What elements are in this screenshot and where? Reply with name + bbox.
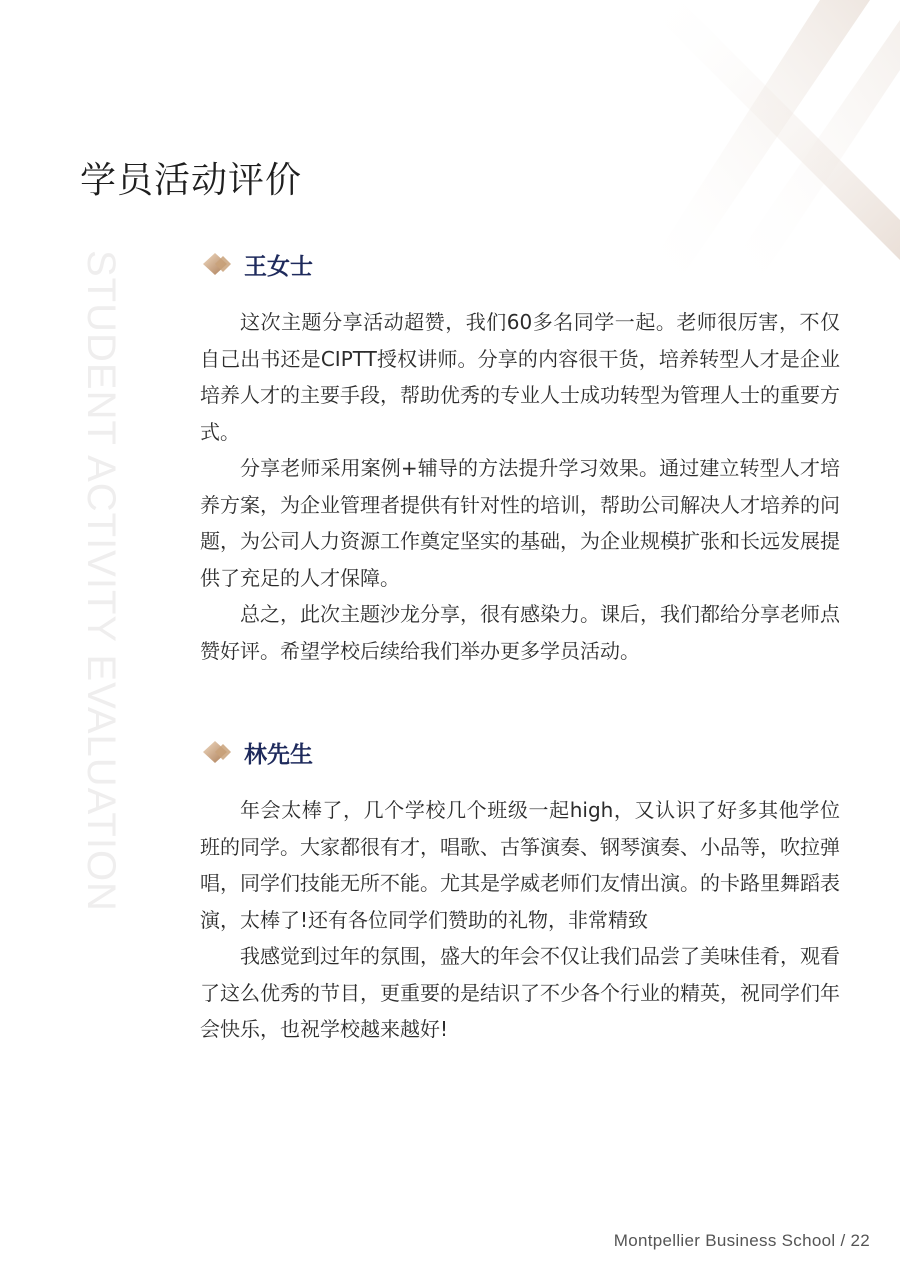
review-card	[200, 246, 840, 669]
review-card	[200, 734, 840, 1048]
review-paragraph: 分享老师采用案例+辅导的方法提升学习效果。通过建立转型人才培养方案，为企业管理者提供有针对性的培训，帮助公司解决人才培养的问题，为公司人力资源工作奠定坚实的基础，为企业规模扩张和长远发展提供了充足的人才保障。	[200, 456, 840, 590]
page-footer: Montpellier Business School / 22	[613, 1231, 870, 1250]
review-paragraph: 我感觉到过年的氛围，盛大的年会不仅让我们品尝了美味佳肴，观看了这么优秀的节目，更重要的是结识了不少各个行业的精英，祝同学们年会快乐，也祝学校越来越好!	[200, 944, 840, 1041]
review-body	[200, 792, 840, 1048]
reviewer-heading	[200, 734, 840, 770]
reviewer-name: 王女士	[244, 253, 313, 280]
vertical-watermark: STUDENT ACTIVITY EVALUATION	[79, 250, 123, 912]
page-title: 学员活动评价	[80, 160, 303, 201]
review-paragraph: 总之，此次主题沙龙分享，很有感染力。课后，我们都给分享老师点赞好评。希望学校后续给我们举办更多学员活动。	[200, 602, 840, 663]
review-paragraph: 这次主题分享活动超赞，我们60多名同学一起。老师很厉害，不仅自己出书还是CIPTT授权讲师。分享的内容很干货，培养转型人才是企业培养人才的主要手段，帮助优秀的专业人士成功转型为管理人士的重要方式。	[200, 310, 840, 444]
review-body	[200, 304, 840, 669]
reviewer-name: 林先生	[244, 741, 313, 768]
diamond-icon	[200, 738, 234, 766]
diamond-icon	[200, 250, 234, 278]
corner-decoration	[640, 0, 900, 280]
reviewer-heading	[200, 246, 840, 282]
review-paragraph: 年会太棒了，几个学校几个班级一起high，又认识了好多其他学位班的同学。大家都很有才，唱歌、古筝演奏、钢琴演奏、小品等，吹拉弹唱，同学们技能无所不能。尤其是学威老师们友情出演。的卡路里舞蹈表演，太棒了!还有各位同学们赞助的礼物，非常精致	[200, 798, 840, 932]
